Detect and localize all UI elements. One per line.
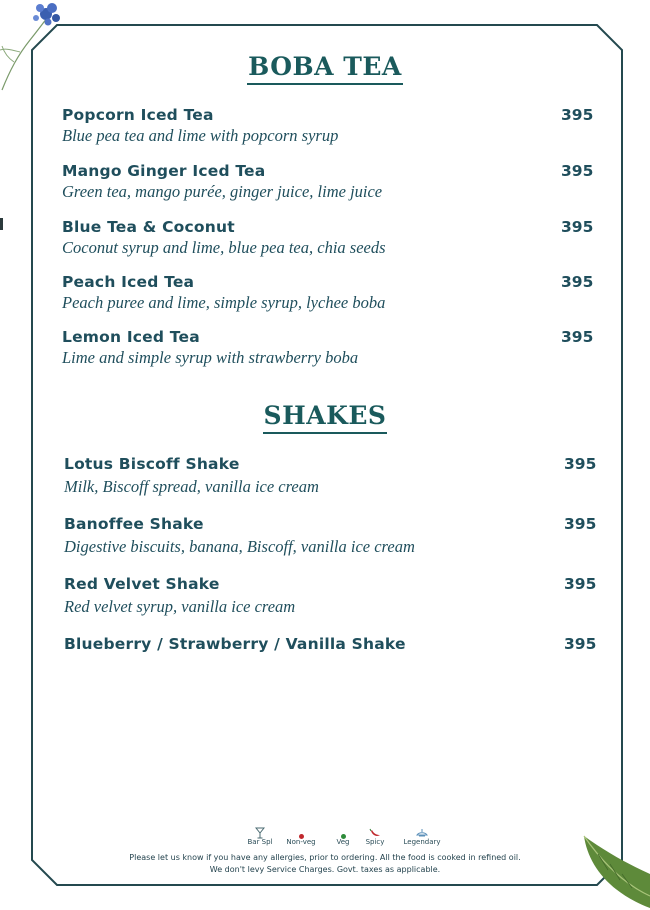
legend-label: Bar Spl (247, 838, 273, 846)
edge-mark (0, 218, 3, 230)
item-name: Banoffee Shake (64, 515, 204, 533)
item-price: 395 (561, 218, 594, 236)
item-description: Green tea, mango purée, ginger juice, lime juice (62, 182, 383, 201)
section-title-text: BOBA TEA (247, 52, 403, 85)
item-price: 395 (561, 162, 594, 180)
item-description: Peach puree and lime, simple syrup, lychee boba (62, 293, 386, 312)
item-name: Lotus Biscoff Shake (64, 455, 240, 473)
section-title-text: SHAKES (263, 401, 388, 434)
item-description: Coconut syrup and lime, blue pea tea, chia seeds (62, 238, 386, 257)
item-name: Mango Ginger Iced Tea (62, 162, 266, 180)
item-description: Red velvet syrup, vanilla ice cream (64, 597, 296, 616)
section-title-shakes (0, 401, 650, 434)
item-price: 395 (564, 635, 597, 653)
item-name: Peach Iced Tea (62, 273, 195, 291)
legend-item (392, 824, 452, 846)
item-description: Lime and simple syrup with strawberry boba (62, 348, 359, 367)
section-title-boba-tea (0, 52, 650, 85)
item-name: Red Velvet Shake (64, 575, 220, 593)
item-description: Blue pea tea and lime with popcorn syrup (62, 126, 339, 145)
item-price: 395 (561, 273, 594, 291)
item-description: Milk, Biscoff spread, vanilla ice cream (64, 477, 319, 496)
item-price: 395 (561, 106, 594, 124)
legend-label: Non-veg (286, 838, 316, 846)
item-name: Lemon Iced Tea (62, 328, 200, 346)
item-price: 395 (561, 328, 594, 346)
item-name: Popcorn Iced Tea (62, 106, 214, 124)
legend-label: Spicy (365, 838, 385, 846)
item-price: 395 (564, 515, 597, 533)
item-name: Blueberry / Strawberry / Vanilla Shake (64, 635, 406, 653)
legend-label: Legendary (403, 838, 441, 846)
legend-label: Veg (336, 838, 350, 846)
dietary-legend (0, 824, 650, 850)
item-name: Blue Tea & Coconut (62, 218, 235, 236)
service-charge-note: We don't levy Service Charges. Govt. taxes as applicable. (209, 865, 441, 874)
item-price: 395 (564, 455, 597, 473)
item-description: Digestive biscuits, banana, Biscoff, vanilla ice cream (64, 537, 415, 556)
item-price: 395 (564, 575, 597, 593)
allergy-note: Please let us know if you have any allergies, prior to ordering. All the food is cooked in refined oil. (129, 853, 521, 862)
genie-lamp-icon (392, 824, 452, 836)
